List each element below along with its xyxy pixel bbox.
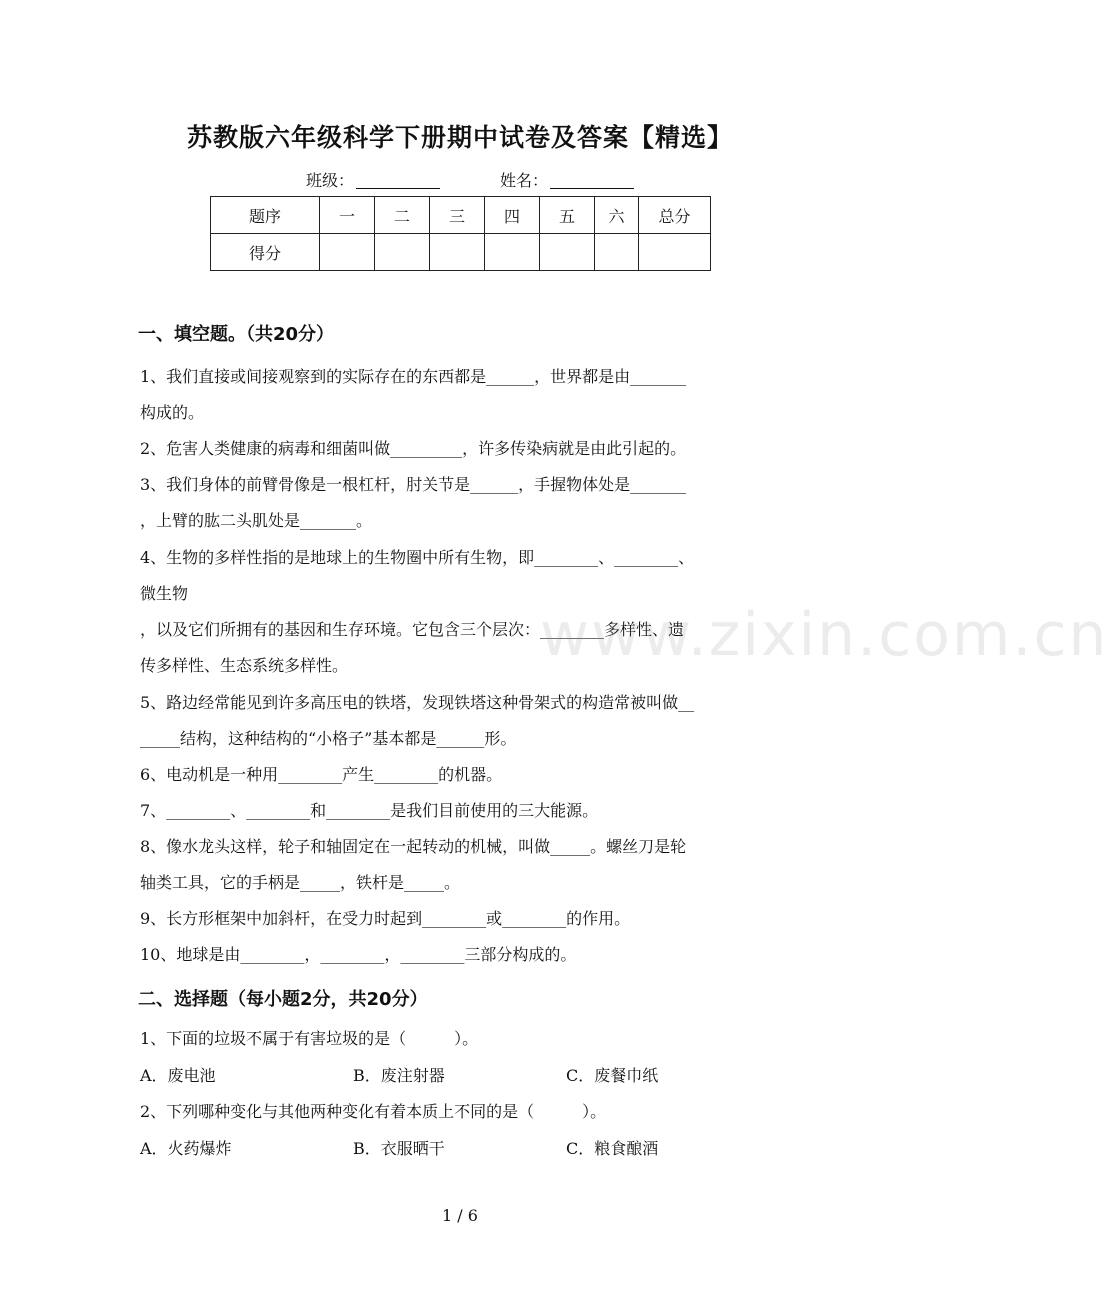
- question-line: 9、长方形框架中加斜杆，在受力时起到________或________的作用。: [140, 909, 631, 928]
- question-line: 7、________、________和________是我们目前使用的三大能源。: [140, 801, 599, 820]
- question-line: 传多样性、生态系统多样性。: [140, 656, 349, 675]
- score-header-cell: 四: [485, 197, 540, 234]
- class-blank: [356, 174, 440, 189]
- name-field: [500, 168, 634, 191]
- question-line: 2、危害人类健康的病毒和细菌叫做_________，许多传染病就是由此引起的。: [140, 439, 687, 458]
- score-cell: [375, 234, 430, 271]
- score-cell: [320, 234, 375, 271]
- choice-option: C．粮食酿酒: [566, 1139, 659, 1158]
- question-line: ，以及它们所拥有的基因和生存环境。它包含三个层次：________多样性、遗: [140, 620, 685, 639]
- question-line: 10、地球是由________，________，________三部分构成的。: [140, 945, 577, 964]
- score-header-cell: 二: [375, 197, 430, 234]
- score-header-cell: 三: [430, 197, 485, 234]
- page-number: 1 / 6: [442, 1206, 478, 1225]
- question-line: 构成的。: [140, 403, 205, 422]
- score-cell: [540, 234, 595, 271]
- choice-option: B．废注射器: [353, 1066, 445, 1085]
- question-line: 3、我们身体的前臂骨像是一根杠杆，肘关节是______，手握物体处是_______: [140, 475, 687, 494]
- name-blank: [550, 174, 634, 189]
- score-cell: [485, 234, 540, 271]
- score-row-label: 得分: [211, 234, 320, 271]
- question-line: 轴类工具，它的手柄是_____，铁杆是_____。: [140, 873, 461, 892]
- score-table: [210, 196, 711, 271]
- choice-option: A．废电池: [140, 1066, 216, 1085]
- question-line: 8、像水龙头这样，轮子和轴固定在一起转动的机械，叫做_____。螺丝刀是轮: [140, 837, 687, 856]
- choice-question-stem: 2、下列哪种变化与其他两种变化有着本质上不同的是（ ）。: [140, 1102, 607, 1121]
- question-line: 微生物: [140, 584, 189, 603]
- choice-question-stem: 1、下面的垃圾不属于有害垃圾的是（ ）。: [140, 1029, 479, 1048]
- section-title-choice: 二、选择题（每小题2分，共20分）: [138, 989, 428, 1010]
- question-line: 1、我们直接或间接观察到的实际存在的东西都是______，世界都是由_______: [140, 367, 687, 386]
- score-cell: [430, 234, 485, 271]
- question-line: 6、电动机是一种用________产生________的机器。: [140, 765, 503, 784]
- question-line: 4、生物的多样性指的是地球上的生物圈中所有生物，即________、________、: [140, 548, 695, 567]
- class-field: [306, 168, 440, 191]
- score-table-header-row: [211, 197, 711, 234]
- score-cell: [639, 234, 711, 271]
- choice-option: C．废餐巾纸: [566, 1066, 659, 1085]
- watermark: www.zixin.com.cn: [540, 600, 1108, 670]
- score-header-cell: 一: [320, 197, 375, 234]
- score-header-cell: 题序: [211, 197, 320, 234]
- score-header-cell: 总分: [639, 197, 711, 234]
- section-title-fill-in: 一、填空题。（共20分）: [138, 324, 335, 345]
- class-label: 班级：: [306, 171, 355, 190]
- question-line: ，上臂的肱二头肌处是_______。: [140, 511, 373, 530]
- question-line: 5、路边经常能见到许多高压电的铁塔，发现铁塔这种骨架式的构造常被叫做__: [140, 693, 695, 712]
- question-line: _____结构，这种结构的“小格子”基本都是______形。: [140, 729, 517, 748]
- choice-option: B．衣服晒干: [353, 1139, 445, 1158]
- page-title: 苏教版六年级科学下册期中试卷及答案【精选】: [186, 123, 733, 152]
- score-header-cell: 六: [595, 197, 639, 234]
- score-header-cell: 五: [540, 197, 595, 234]
- score-table-score-row: [211, 234, 711, 271]
- choice-option: A．火药爆炸: [140, 1139, 232, 1158]
- score-cell: [595, 234, 639, 271]
- name-label: 姓名：: [500, 171, 549, 190]
